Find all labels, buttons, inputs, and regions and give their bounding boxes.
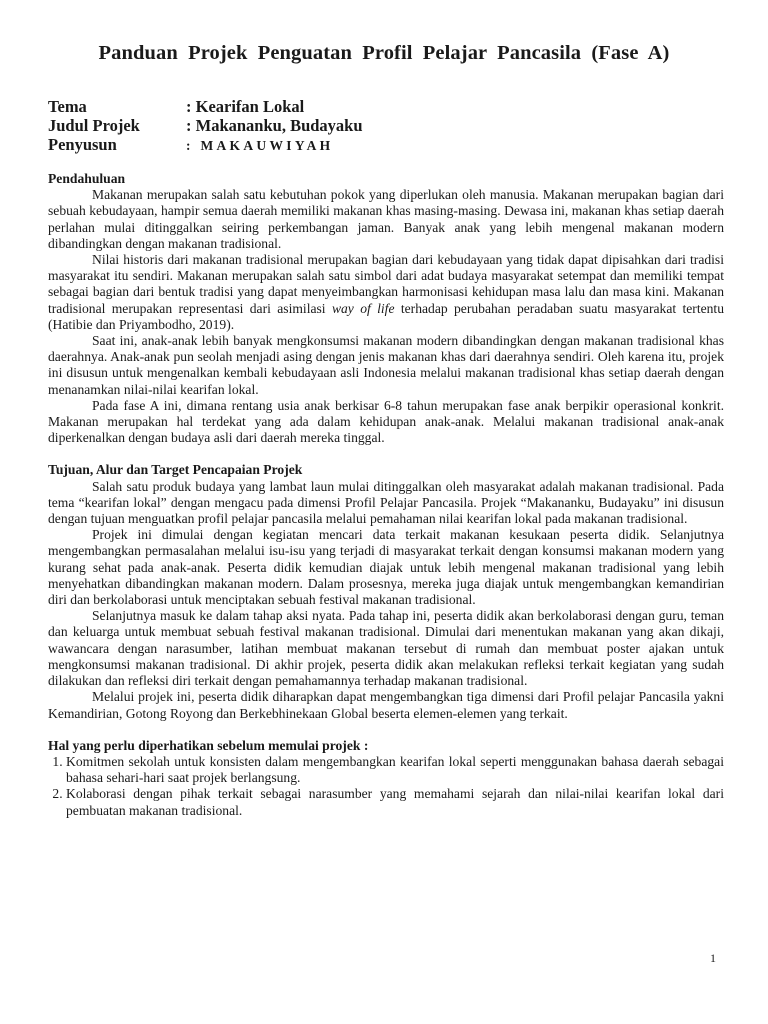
document-body bbox=[48, 171, 724, 819]
meta-row-judul bbox=[48, 116, 363, 135]
meta-block bbox=[48, 97, 363, 154]
section-heading-goals: Tujuan, Alur dan Target Pencapaian Projek bbox=[48, 462, 303, 478]
paragraph: Pada fase A ini, dimana rentang usia anak berkisar 6-8 tahun merupakan fase anak berpikir operasional konkrit. Makanan merupakan hal terdekat yang ada dalam kehidupan anak-anak. Melalui makanan tradisional anak-anak diperkenalkan dengan budaya asli dari daerah mereka tinggal. bbox=[48, 397, 724, 446]
meta-row-penyusun bbox=[48, 135, 363, 154]
meta-key: Judul Projek bbox=[48, 116, 140, 135]
paragraph: Salah satu produk budaya yang lambat laun mulai ditinggalkan oleh masyarakat adalah makanan tradisional. Pada tema “kearifan lokal” dengan mengacu pada dimensi Profil Pelajar Pancasila. Projek “Makananku, Budayaku” ini disusun dengan tujuan menguatkan profil pelajar pancasila melalui pemahaman nilai kearifan lokal pada makanan tradisional. bbox=[48, 478, 724, 527]
list-item: 2. Kolaborasi dengan pihak terkait sebagai narasumber yang memahami sejarah dan nilai-nilai kearifan lokal dari pembuatan makanan tradisional. bbox=[66, 786, 724, 818]
list-item: 1. Komitmen sekolah untuk konsisten dalam mengembangkan kearifan lokal seperti menggunakan bahasa daerah sebagai bahasa sehari-hari saat projek berlangsung. bbox=[66, 754, 724, 786]
meta-value: : MAKAUWIYAH bbox=[186, 138, 334, 153]
section-gap bbox=[48, 446, 724, 462]
notes-list bbox=[48, 754, 724, 819]
section-gap bbox=[48, 722, 724, 738]
italic-term: way of life bbox=[331, 300, 395, 316]
paragraph bbox=[48, 252, 724, 333]
paragraph-text: terhadap perubahan peradaban suatu masyarakat tertentu (Hatibie dan Priyambodho, 2019). bbox=[48, 300, 725, 332]
section-heading-notes: Hal yang perlu diperhatikan sebelum memulai projek : bbox=[48, 737, 369, 753]
paragraph: Selanjutnya masuk ke dalam tahap aksi nyata. Pada tahap ini, peserta didik akan berkolaborasi dengan guru, teman dan keluarga untuk membuat sebuah festival makanan tradisional. Dimulai dari menentukan makanan yang akan dikaji, wawancara dengan narasumber, latihan membuat makanan tersebut di rumah dan membuat poster ajakan untuk mengkonsumsi makanan tradisional. Di akhir projek, peserta didik akan melakukan refleksi terkait kegiatan yang sudah dilakukan dan refleksi diri terkait dengan pemahamannya terhadap makanan tradisional. bbox=[48, 608, 724, 689]
meta-row-tema bbox=[48, 97, 363, 116]
section-heading-intro: Pendahuluan bbox=[48, 171, 126, 186]
document-title: Panduan Projek Penguatan Profil Pelajar Pancasila (Fase A) bbox=[98, 42, 670, 64]
paragraph-text: Nilai historis dari makanan tradisional merupakan bagian dari kebudayaan yang tidak dapat dipisahkan dari tradisi masyarakat itu sendiri. Makanan merupakan salah satu simbol dari adat budaya masyarakat setempat dan memiliki tempat sebagai bagian dari bentuk tradisi yang dapat menyeimbangkan harmonisasi kehidupan masa lalu dan masa kini. Makanan tradisional merupakan representasi dari asimilasi bbox=[48, 252, 724, 316]
paragraph: Projek ini dimulai dengan kegiatan mencari data terkait makanan kesukaan peserta didik. Selanjutnya mengembangkan permasalahan melalui isu-isu yang terjadi di masyarakat terkait dengan konsumsi makanan modern yang kurang sehat pada anak-anak. Peserta didik kemudian diajak untuk lebih mengenal makanan tradisional yang lebih menyehatkan dibandingkan makanan modern. Dalam prosesnya, mereka juga diajak untuk mengembangkan kemandirian diri dan berkolaborasi untuk menciptakan sebuah festival makanan tradisional. bbox=[48, 527, 724, 608]
paragraph: Saat ini, anak-anak lebih banyak mengkonsumsi makanan modern dibandingkan dengan makanan tradisional khas daerahnya. Anak-anak pun seolah menjadi asing dengan jenis makanan khas dari daerahnya sendiri. Oleh karena itu, projek ini disusun untuk mengenalkan kembali kebudayaan asli Indonesia melalui makanan tradisional khas setiap daerah dengan menanamkan nilai-nilai kearifan lokal. bbox=[48, 333, 724, 397]
meta-key: Penyusun bbox=[48, 135, 117, 154]
page-number: 1 bbox=[710, 951, 716, 965]
meta-value: : Makananku, Budayaku bbox=[186, 116, 363, 135]
meta-value: : Kearifan Lokal bbox=[186, 97, 305, 116]
meta-key: Tema bbox=[48, 97, 87, 116]
paragraph: Makanan merupakan salah satu kebutuhan pokok yang diperlukan oleh manusia. Makanan merupakan bagian dari sebuah kebudayaan, hampir semua daerah memiliki makanan khas masing-masing. Dewasa ini, makanan khas setiap daerah perlahan mulai ditinggalkan seiring perkembangan jaman. Banyak anak yang lebih mengenal makanan modern dibandingkan dengan makanan tradisional. bbox=[48, 187, 724, 251]
paragraph: Melalui projek ini, peserta didik diharapkan dapat mengembangkan tiga dimensi dari Profil pelajar Pancasila yakni Kemandirian, Gotong Royong dan Berkebhinekaan Global beserta elemen-elemen yang terkait. bbox=[48, 689, 724, 721]
